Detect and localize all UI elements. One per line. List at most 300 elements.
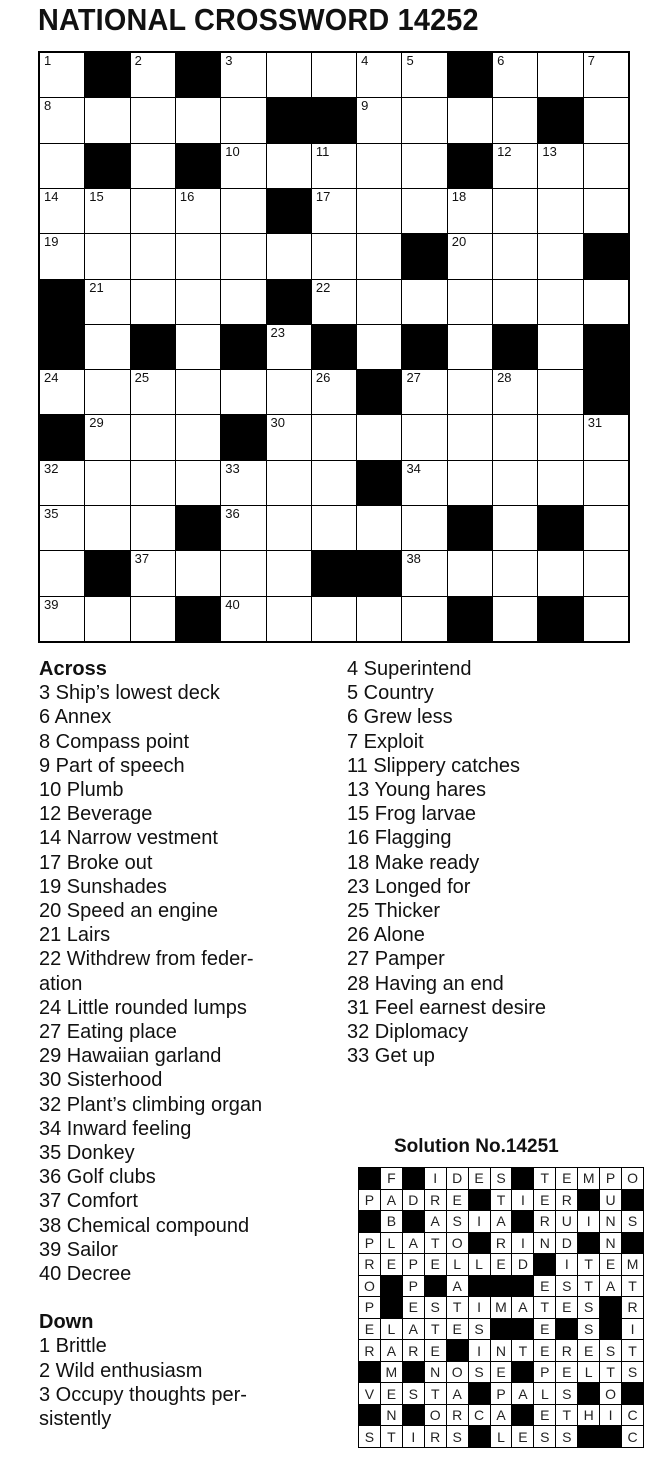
black-square (176, 144, 220, 188)
grid-cell[interactable] (357, 98, 401, 142)
grid-cell[interactable] (538, 144, 582, 188)
grid-cell[interactable] (221, 506, 265, 550)
grid-cell[interactable] (221, 370, 265, 414)
grid-cell[interactable] (402, 415, 446, 459)
solution-letter: I (512, 1233, 533, 1254)
grid-cell[interactable] (448, 234, 492, 278)
solution-black-square (578, 1383, 599, 1404)
grid-cell[interactable] (402, 280, 446, 324)
solution-letter: E (469, 1168, 490, 1189)
grid-cell[interactable] (40, 551, 84, 595)
grid-cell[interactable] (176, 98, 220, 142)
grid-cell[interactable] (85, 597, 129, 641)
across-clue-list (39, 681, 262, 1286)
solution-letter: S (469, 1319, 490, 1340)
solution-letter: D (556, 1233, 577, 1254)
solution-letter: P (600, 1168, 621, 1189)
solution-letter: T (556, 1405, 577, 1426)
solution-black-square (403, 1405, 424, 1426)
solution-black-square (359, 1405, 380, 1426)
solution-letter: O (425, 1405, 446, 1426)
clue-item: 23 Longed for (347, 875, 471, 898)
solution-letter: E (534, 1319, 555, 1340)
black-square (357, 370, 401, 414)
clue-item: 15 Frog larvae (347, 803, 476, 826)
grid-cell[interactable] (40, 189, 84, 233)
solution-letter: I (578, 1211, 599, 1232)
grid-cell[interactable] (131, 506, 175, 550)
solution-letter: S (556, 1383, 577, 1404)
grid-cell[interactable] (448, 325, 492, 369)
solution-black-square (534, 1254, 555, 1275)
grid-cell[interactable] (538, 461, 582, 505)
grid-cell[interactable] (402, 189, 446, 233)
grid-cell[interactable] (312, 370, 356, 414)
grid-cell[interactable] (221, 144, 265, 188)
solution-black-square (556, 1319, 577, 1340)
clue-number: 6 (497, 53, 505, 68)
grid-cell[interactable] (131, 144, 175, 188)
grid-cell[interactable] (85, 98, 129, 142)
clue-item: 8 Compass point (39, 730, 190, 753)
solution-letter: N (600, 1233, 621, 1254)
solution-letter: R (425, 1426, 446, 1447)
solution-letter: S (491, 1168, 512, 1189)
solution-letter: U (556, 1211, 577, 1232)
grid-cell[interactable] (221, 98, 265, 142)
grid-cell[interactable] (40, 506, 84, 550)
grid-cell[interactable] (493, 506, 537, 550)
grid-cell[interactable] (448, 461, 492, 505)
clue-item: 24 Little rounded lumps (39, 996, 247, 1019)
grid-cell[interactable] (267, 461, 311, 505)
black-square (85, 144, 129, 188)
grid-cell[interactable] (221, 189, 265, 233)
solution-black-square (469, 1426, 490, 1447)
grid-cell[interactable] (493, 144, 537, 188)
grid-cell[interactable] (40, 461, 84, 505)
grid-cell[interactable] (312, 506, 356, 550)
solution-letter: S (469, 1362, 490, 1383)
grid-cell[interactable] (584, 415, 628, 459)
grid-cell[interactable] (131, 370, 175, 414)
grid-cell[interactable] (402, 370, 446, 414)
solution-letter: T (578, 1254, 599, 1275)
clue-item: 18 Make ready (347, 851, 480, 874)
solution-black-square (512, 1211, 533, 1232)
solution-letter: T (425, 1233, 446, 1254)
clue-number: 18 (451, 188, 467, 204)
solution-letter: E (425, 1254, 446, 1275)
solution-letter: T (534, 1168, 555, 1189)
clue-item: 29 Hawaiian garland (39, 1045, 222, 1068)
black-square (267, 280, 311, 324)
grid-cell[interactable] (176, 415, 220, 459)
grid-cell[interactable] (357, 144, 401, 188)
black-square (538, 98, 582, 142)
clues-column-right (347, 657, 546, 1068)
solution-black-square (403, 1362, 424, 1383)
black-square (221, 325, 265, 369)
solution-black-square (578, 1426, 599, 1447)
clue-number: 33 (225, 460, 240, 476)
clue-item: 6 Annex (39, 706, 112, 729)
grid-cell[interactable] (448, 415, 492, 459)
grid-cell[interactable] (85, 461, 129, 505)
solution-letter: L (381, 1233, 402, 1254)
grid-cell[interactable] (85, 415, 129, 459)
solution-letter: S (578, 1297, 599, 1318)
solution-black-square (359, 1168, 380, 1189)
solution-black-square (600, 1319, 621, 1340)
clue-item: 16 Flagging (347, 827, 452, 850)
grid-cell[interactable] (493, 551, 537, 595)
grid-cell[interactable] (221, 280, 265, 324)
grid-cell[interactable] (493, 98, 537, 142)
clue-number: 5 (406, 53, 414, 68)
solution-black-square (359, 1362, 380, 1383)
grid-cell[interactable] (357, 189, 401, 233)
grid-cell[interactable] (538, 325, 582, 369)
clue-item: 1 Brittle (39, 1335, 107, 1358)
solution-letter: S (600, 1340, 621, 1361)
clues-column-left (39, 657, 262, 1431)
grid-cell[interactable] (312, 461, 356, 505)
black-square (176, 597, 220, 641)
grid-cell[interactable] (402, 597, 446, 641)
grid-cell[interactable] (176, 280, 220, 324)
clue-number: 34 (406, 460, 421, 476)
grid-cell[interactable] (221, 53, 265, 97)
grid-cell[interactable] (131, 53, 175, 97)
grid-cell[interactable] (402, 461, 446, 505)
grid-cell[interactable] (584, 189, 628, 233)
black-square (448, 53, 492, 97)
clue-number: 14 (44, 188, 59, 204)
grid-cell[interactable] (85, 280, 129, 324)
grid-cell[interactable] (267, 234, 311, 278)
grid-cell[interactable] (131, 461, 175, 505)
grid-cell[interactable] (584, 144, 628, 188)
clue-number: 31 (587, 415, 603, 431)
grid-cell[interactable] (448, 280, 492, 324)
clue-number: 16 (179, 188, 195, 204)
grid-cell[interactable] (221, 234, 265, 278)
solution-black-square (512, 1276, 533, 1297)
grid-cell[interactable] (40, 370, 84, 414)
clue-item: 13 Young hares (347, 779, 487, 802)
grid-cell[interactable] (221, 597, 265, 641)
solution-letter: E (600, 1254, 621, 1275)
solution-black-square (381, 1276, 402, 1297)
solution-letter: R (359, 1340, 380, 1361)
grid-cell[interactable] (267, 370, 311, 414)
grid-cell[interactable] (312, 53, 356, 97)
grid-cell[interactable] (357, 53, 401, 97)
clue-number: 39 (44, 596, 59, 612)
grid-cell[interactable] (312, 415, 356, 459)
grid-cell[interactable] (85, 370, 129, 414)
solution-letter: O (622, 1168, 643, 1189)
solution-black-square (425, 1276, 446, 1297)
grid-cell[interactable] (538, 234, 582, 278)
solution-letter: E (491, 1254, 512, 1275)
solution-letter: N (534, 1233, 555, 1254)
solution-black-square (403, 1211, 424, 1232)
clue-item: 4 Superintend (347, 658, 472, 680)
black-square (267, 98, 311, 142)
black-square (402, 325, 446, 369)
solution-letter: T (534, 1297, 555, 1318)
solution-letter: P (359, 1233, 380, 1254)
grid-cell[interactable] (493, 415, 537, 459)
solution-letter: S (622, 1211, 643, 1232)
grid-cell[interactable] (131, 415, 175, 459)
solution-letter: L (491, 1426, 512, 1447)
grid-cell[interactable] (538, 415, 582, 459)
grid-cell[interactable] (40, 53, 84, 97)
solution-letter: A (491, 1405, 512, 1426)
solution-black-square (469, 1190, 490, 1211)
grid-cell[interactable] (402, 98, 446, 142)
clue-item: 28 Having an end (347, 972, 504, 995)
grid-cell[interactable] (538, 189, 582, 233)
grid-cell[interactable] (40, 597, 84, 641)
solution-letter: R (556, 1190, 577, 1211)
grid-cell[interactable] (493, 597, 537, 641)
clue-number: 9 (361, 98, 369, 114)
clue-number: 13 (542, 143, 557, 159)
grid-cell[interactable] (85, 325, 129, 369)
grid-cell[interactable] (584, 53, 628, 97)
solution-letter: I (425, 1168, 446, 1189)
grid-cell[interactable] (584, 551, 628, 595)
solution-letter: I (512, 1190, 533, 1211)
crossword-grid (38, 51, 630, 643)
clue-item: 27 Eating place (39, 1021, 177, 1044)
grid-cell[interactable] (357, 234, 401, 278)
clue-number: 12 (497, 143, 512, 159)
grid-cell[interactable] (448, 189, 492, 233)
solution-letter: P (359, 1190, 380, 1211)
grid-cell[interactable] (448, 370, 492, 414)
solution-letter: A (600, 1276, 621, 1297)
grid-cell[interactable] (357, 415, 401, 459)
black-square (312, 325, 356, 369)
grid-cell[interactable] (221, 461, 265, 505)
solution-letter: C (622, 1405, 643, 1426)
grid-cell[interactable] (584, 280, 628, 324)
black-square (493, 325, 537, 369)
solution-letter: T (381, 1426, 402, 1447)
grid-cell[interactable] (267, 597, 311, 641)
grid-cell[interactable] (267, 551, 311, 595)
solution-letter: A (512, 1297, 533, 1318)
grid-cell[interactable] (493, 53, 537, 97)
clue-item: 11 Slippery catches (347, 754, 521, 777)
solution-letter: R (534, 1211, 555, 1232)
solution-letter: A (512, 1383, 533, 1404)
grid-cell[interactable] (538, 551, 582, 595)
solution-letter: N (425, 1362, 446, 1383)
grid-cell[interactable] (402, 551, 446, 595)
grid-cell[interactable] (131, 189, 175, 233)
solution-letter: M (622, 1254, 643, 1275)
clue-number: 24 (44, 370, 59, 386)
clue-number: 26 (315, 370, 331, 386)
grid-cell[interactable] (493, 234, 537, 278)
grid-cell[interactable] (584, 461, 628, 505)
grid-cell[interactable] (176, 189, 220, 233)
clue-number: 3 (225, 53, 233, 68)
grid-cell[interactable] (267, 506, 311, 550)
grid-cell[interactable] (267, 325, 311, 369)
grid-cell[interactable] (176, 234, 220, 278)
solution-letter: E (447, 1319, 468, 1340)
grid-cell[interactable] (85, 189, 129, 233)
clue-item: 32 Diplomacy (347, 1021, 469, 1044)
solution-letter: F (381, 1168, 402, 1189)
grid-cell[interactable] (448, 551, 492, 595)
solution-black-square (512, 1362, 533, 1383)
grid-cell[interactable] (312, 234, 356, 278)
solution-letter: C (469, 1405, 490, 1426)
grid-cell[interactable] (357, 506, 401, 550)
black-square (131, 325, 175, 369)
solution-letter: D (447, 1168, 468, 1189)
down-heading: Down (39, 1311, 94, 1334)
clue-number: 30 (270, 415, 285, 431)
grid-cell[interactable] (493, 280, 537, 324)
grid-cell[interactable] (312, 144, 356, 188)
clue-item: 3 Occupy thoughts per- (39, 1383, 247, 1406)
clue-number: 27 (406, 370, 421, 386)
solution-letter: R (425, 1190, 446, 1211)
grid-cell[interactable] (448, 98, 492, 142)
black-square (40, 325, 84, 369)
clue-item: 39 Sailor (39, 1238, 118, 1261)
grid-cell[interactable] (402, 53, 446, 97)
grid-cell[interactable] (40, 98, 84, 142)
solution-black-square (600, 1426, 621, 1447)
grid-cell[interactable] (85, 234, 129, 278)
solution-letter: C (622, 1426, 643, 1447)
grid-cell[interactable] (131, 98, 175, 142)
solution-letter: R (447, 1405, 468, 1426)
black-square (402, 234, 446, 278)
solution-letter: L (578, 1362, 599, 1383)
clue-item: 3 Ship’s lowest deck (39, 682, 220, 705)
solution-letter: S (556, 1426, 577, 1447)
solution-black-square (359, 1211, 380, 1232)
grid-cell[interactable] (312, 597, 356, 641)
grid-cell[interactable] (493, 189, 537, 233)
solution-letter: A (381, 1190, 402, 1211)
grid-cell[interactable] (357, 325, 401, 369)
grid-cell[interactable] (267, 144, 311, 188)
solution-black-square (469, 1276, 490, 1297)
solution-letter: E (403, 1297, 424, 1318)
grid-cell[interactable] (538, 53, 582, 97)
solution-letter: E (534, 1405, 555, 1426)
across-heading: Across (39, 658, 107, 680)
grid-cell[interactable] (176, 370, 220, 414)
clue-item: 38 Chemical compound (39, 1214, 250, 1237)
solution-title: Solution No.14251 (394, 1136, 559, 1157)
grid-cell[interactable] (493, 461, 537, 505)
grid-cell[interactable] (357, 597, 401, 641)
solution-letter: E (534, 1340, 555, 1361)
solution-letter: T (425, 1383, 446, 1404)
clue-number: 37 (134, 551, 150, 567)
grid-cell[interactable] (538, 280, 582, 324)
grid-cell[interactable] (40, 234, 84, 278)
grid-cell[interactable] (584, 506, 628, 550)
clue-item: 19 Sunshades (39, 875, 167, 898)
grid-cell[interactable] (131, 280, 175, 324)
solution-black-square (403, 1168, 424, 1189)
solution-letter: I (469, 1340, 490, 1361)
clue-item: 9 Part of speech (39, 754, 185, 777)
grid-cell[interactable] (221, 551, 265, 595)
grid-cell[interactable] (131, 597, 175, 641)
clue-item: ation (39, 972, 83, 995)
grid-cell[interactable] (267, 415, 311, 459)
solution-letter: P (359, 1297, 380, 1318)
solution-letter: S (447, 1211, 468, 1232)
solution-letter: V (359, 1383, 380, 1404)
solution-letter: T (578, 1276, 599, 1297)
grid-cell[interactable] (312, 189, 356, 233)
clue-number: 36 (225, 506, 240, 522)
grid-cell[interactable] (176, 551, 220, 595)
solution-letter: E (578, 1340, 599, 1361)
grid-cell[interactable] (131, 234, 175, 278)
clue-item: 10 Plumb (39, 779, 124, 802)
solution-letter: N (491, 1340, 512, 1361)
grid-cell[interactable] (312, 280, 356, 324)
clue-number: 35 (44, 506, 59, 522)
solution-letter: E (425, 1340, 446, 1361)
grid-cell[interactable] (584, 98, 628, 142)
grid-cell[interactable] (176, 461, 220, 505)
solution-letter: A (403, 1233, 424, 1254)
grid-cell[interactable] (402, 144, 446, 188)
solution-letter: T (622, 1276, 643, 1297)
grid-cell[interactable] (357, 280, 401, 324)
clue-number: 7 (587, 53, 595, 68)
grid-cell[interactable] (131, 551, 175, 595)
solution-black-square (447, 1340, 468, 1361)
solution-letter: T (622, 1340, 643, 1361)
solution-letter: I (469, 1211, 490, 1232)
grid-cell[interactable] (493, 370, 537, 414)
grid-cell[interactable] (176, 325, 220, 369)
grid-cell[interactable] (267, 53, 311, 97)
solution-letter: U (600, 1190, 621, 1211)
grid-cell[interactable] (402, 506, 446, 550)
clue-number: 32 (44, 460, 59, 476)
solution-letter: L (469, 1254, 490, 1275)
grid-cell[interactable] (584, 597, 628, 641)
grid-cell[interactable] (538, 370, 582, 414)
grid-cell[interactable] (40, 144, 84, 188)
solution-letter: M (578, 1168, 599, 1189)
clue-item: 27 Pamper (347, 948, 445, 971)
grid-cell[interactable] (85, 506, 129, 550)
clue-number: 1 (44, 53, 52, 68)
solution-letter: T (425, 1319, 446, 1340)
